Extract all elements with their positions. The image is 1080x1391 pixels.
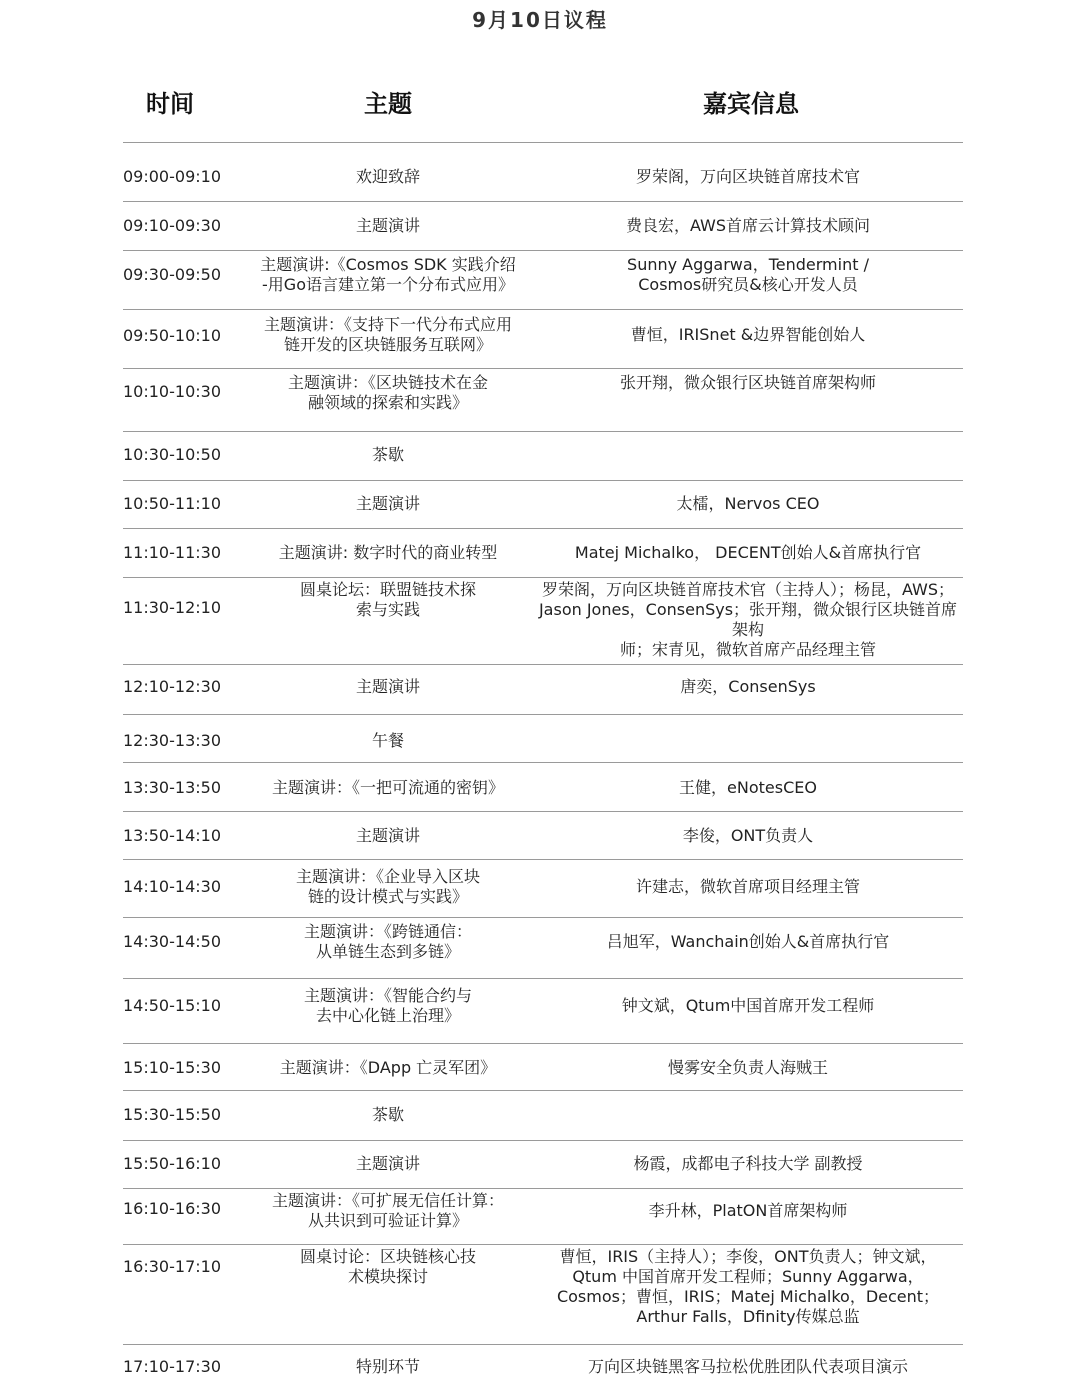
speaker-line: Jason Jones，ConsenSys；张开翔，微众银行区块链首席架构: [538, 600, 958, 639]
speaker-line: Sunny Aggarwa，Tendermint /: [627, 255, 869, 274]
topic-line: 主题演讲：《支持下一代分布式应用: [263, 315, 512, 334]
speaker-line: Matej Michalko， DECENT创始人&首席执行官: [574, 543, 922, 562]
speaker-line: 慢雾安全负责人海贼王: [667, 1058, 828, 1077]
topic-line: 主题演讲: [355, 677, 420, 696]
agenda-table: [123, 143, 963, 1390]
speaker-line: 王健，eNotesCEO: [679, 778, 817, 797]
row-speaker: [533, 255, 963, 295]
row-speaker: [533, 932, 963, 952]
speaker-line: 许建志，微软首席项目经理主管: [635, 877, 860, 896]
row-speaker: [533, 1201, 963, 1221]
row-time: 12:30-13:30: [123, 731, 221, 750]
speaker-line: 唐奕，ConsenSys: [680, 677, 816, 696]
row-time: 09:50-10:10: [123, 326, 221, 345]
table-row: [123, 578, 963, 665]
row-speaker: [533, 373, 963, 393]
topic-line: 茶歇: [371, 445, 404, 464]
row-speaker: [533, 677, 963, 697]
table-row: [123, 1345, 963, 1390]
row-speaker: [533, 216, 963, 236]
topic-line: 链开发的区块链服务互联网》: [283, 335, 492, 354]
speaker-line: Arthur Falls，Dfinity传媒总监: [636, 1307, 860, 1326]
speaker-line: 吕旭军，Wanchain创始人&首席执行官: [606, 932, 890, 951]
speaker-line: 钟文斌，Qtum中国首席开发工程师: [621, 996, 875, 1015]
header-time: 时间: [146, 90, 194, 118]
row-time: 11:30-12:10: [123, 598, 221, 617]
table-row: [123, 812, 963, 860]
row-topic: [255, 216, 521, 236]
row-topic: [255, 1105, 521, 1125]
header-topic: 主题: [364, 90, 412, 118]
speaker-line: 万向区块链黑客马拉松优胜团队代表项目演示: [587, 1357, 908, 1376]
row-speaker: [533, 167, 963, 187]
topic-line: 从共识到可验证计算》: [307, 1211, 468, 1230]
topic-line: 主题演讲：《智能合约与: [303, 986, 472, 1005]
row-time: 17:10-17:30: [123, 1357, 221, 1376]
topic-line: 主题演讲：《DApp 亡灵军团》: [279, 1058, 497, 1077]
row-topic: [255, 986, 521, 1026]
speaker-line: 张开翔，微众银行区块链首席架构师: [619, 373, 876, 392]
row-topic: [255, 543, 521, 563]
speaker-line: 师；宋青见，微软首席产品经理主管: [619, 640, 876, 659]
speaker-line: 罗荣阁，万向区块链首席技术官（主持人）；杨昆，AWS；: [541, 580, 955, 599]
row-topic: [255, 580, 521, 620]
table-row: [123, 763, 963, 812]
row-speaker: [533, 580, 963, 660]
table-row: [123, 918, 963, 979]
topic-line: 术模块探讨: [347, 1267, 428, 1286]
topic-line: 去中心化链上治理》: [315, 1006, 460, 1025]
topic-line: 主题演讲: 数字时代的商业转型: [278, 543, 498, 562]
table-row: [123, 1044, 963, 1091]
table-row: [123, 1189, 963, 1245]
row-speaker: [533, 1247, 963, 1327]
table-header: [123, 80, 963, 143]
table-row: [123, 432, 963, 481]
row-topic: [255, 826, 521, 846]
speaker-line: 李升林，PlatON首席架构师: [648, 1201, 848, 1220]
table-row: [123, 1091, 963, 1141]
row-time: 14:50-15:10: [123, 996, 221, 1015]
topic-line: 从单链生态到多链》: [315, 942, 460, 961]
table-row: [123, 979, 963, 1044]
row-time: 10:50-11:10: [123, 494, 221, 513]
row-time: 10:30-10:50: [123, 445, 221, 464]
topic-line: 链的设计模式与实践》: [307, 887, 468, 906]
row-time: 14:30-14:50: [123, 932, 221, 951]
speaker-line: Cosmos研究员&核心开发人员: [638, 275, 858, 294]
page-title: 9月10日议程: [472, 8, 608, 32]
topic-line: 融领域的探索和实践》: [307, 393, 468, 412]
row-topic: [255, 373, 521, 413]
row-topic: [255, 731, 521, 751]
row-time: 12:10-12:30: [123, 677, 221, 696]
table-row: [123, 481, 963, 529]
speaker-line: 杨霞，成都电子科技大学 副教授: [633, 1154, 863, 1173]
row-topic: [255, 1247, 521, 1287]
speaker-line: 曹恒，IRIS（主持人）；李俊，ONT负责人；钟文斌，: [559, 1247, 937, 1266]
topic-line: 圆桌论坛：联盟链技术探: [299, 580, 476, 599]
table-row: [123, 1245, 963, 1345]
topic-line: 主题演讲：《企业导入区块: [295, 867, 480, 886]
speaker-line: 太檑，Nervos CEO: [676, 494, 820, 513]
speaker-line: Cosmos；曹恒，IRIS；Matej Michalko，Decent；: [556, 1287, 940, 1306]
topic-line: 主题演讲:《Cosmos SDK 实践介绍: [260, 255, 516, 274]
row-time: 16:30-17:10: [123, 1257, 221, 1276]
table-row: [123, 202, 963, 251]
row-time: 10:10-10:30: [123, 382, 221, 401]
topic-line: 主题演讲: [355, 826, 420, 845]
row-topic: [255, 1058, 521, 1078]
row-topic: [255, 677, 521, 697]
topic-line: 主题演讲: [355, 1154, 420, 1173]
row-time: 14:10-14:30: [123, 877, 221, 896]
speaker-line: 曹恒，IRISnet &边界智能创始人: [630, 325, 866, 344]
topic-line: 主题演讲: [355, 494, 420, 513]
table-row: [123, 143, 963, 202]
topic-line: 主题演讲：《跨链通信：: [303, 922, 472, 941]
topic-line: 索与实践: [355, 600, 420, 619]
row-time: 13:50-14:10: [123, 826, 221, 845]
topic-line: 圆桌讨论：区块链核心技: [299, 1247, 476, 1266]
topic-line: 特别环节: [355, 1357, 420, 1376]
row-speaker: [533, 325, 963, 345]
row-speaker: [533, 1357, 963, 1377]
row-time: 13:30-13:50: [123, 778, 221, 797]
row-time: 11:10-11:30: [123, 543, 221, 562]
row-topic: [255, 315, 521, 355]
table-row: [123, 251, 963, 310]
row-topic: [255, 867, 521, 907]
topic-line: 欢迎致辞: [355, 167, 420, 186]
topic-line: 主题演讲：《可扩展无信任计算：: [271, 1191, 504, 1210]
table-row: [123, 860, 963, 918]
row-speaker: [533, 778, 963, 798]
row-topic: [255, 1357, 521, 1377]
table-row: [123, 665, 963, 715]
speaker-line: 罗荣阁，万向区块链首席技术官: [635, 167, 860, 186]
topic-line: 主题演讲: [355, 216, 420, 235]
row-speaker: [533, 877, 963, 897]
speaker-line: 费良宏，AWS首席云计算技术顾问: [625, 216, 871, 235]
row-speaker: [533, 494, 963, 514]
table-row: [123, 529, 963, 578]
row-topic: [255, 445, 521, 465]
row-topic: [255, 494, 521, 514]
row-time: 16:10-16:30: [123, 1199, 221, 1218]
table-row: [123, 715, 963, 763]
topic-line: 主题演讲：《区块链技术在金: [287, 373, 488, 392]
topic-line: 主题演讲：《一把可流通的密钥》: [271, 778, 504, 797]
row-topic: [255, 255, 521, 295]
row-time: 15:50-16:10: [123, 1154, 221, 1173]
speaker-line: 李俊，ONT负责人: [682, 826, 814, 845]
row-speaker: [533, 996, 963, 1016]
row-speaker: [533, 1154, 963, 1174]
row-speaker: [533, 543, 963, 563]
row-speaker: [533, 1058, 963, 1078]
row-time: 15:30-15:50: [123, 1105, 221, 1124]
table-row: [123, 1141, 963, 1189]
row-topic: [255, 922, 521, 962]
row-topic: [255, 167, 521, 187]
row-topic: [255, 1191, 521, 1231]
header-speaker: 嘉宾信息: [703, 90, 799, 118]
topic-line: 午餐: [371, 731, 404, 750]
speaker-line: Qtum 中国首席开发工程师；Sunny Aggarwa，: [572, 1267, 924, 1286]
row-time: 15:10-15:30: [123, 1058, 221, 1077]
row-time: 09:00-09:10: [123, 167, 221, 186]
row-topic: [255, 1154, 521, 1174]
table-row: [123, 310, 963, 369]
table-row: [123, 369, 963, 432]
row-time: 09:10-09:30: [123, 216, 221, 235]
row-time: 09:30-09:50: [123, 265, 221, 284]
row-speaker: [533, 826, 963, 846]
topic-line: 茶歇: [371, 1105, 404, 1124]
row-topic: [255, 778, 521, 798]
topic-line: -用Go语言建立第一个分布式应用》: [262, 275, 514, 294]
